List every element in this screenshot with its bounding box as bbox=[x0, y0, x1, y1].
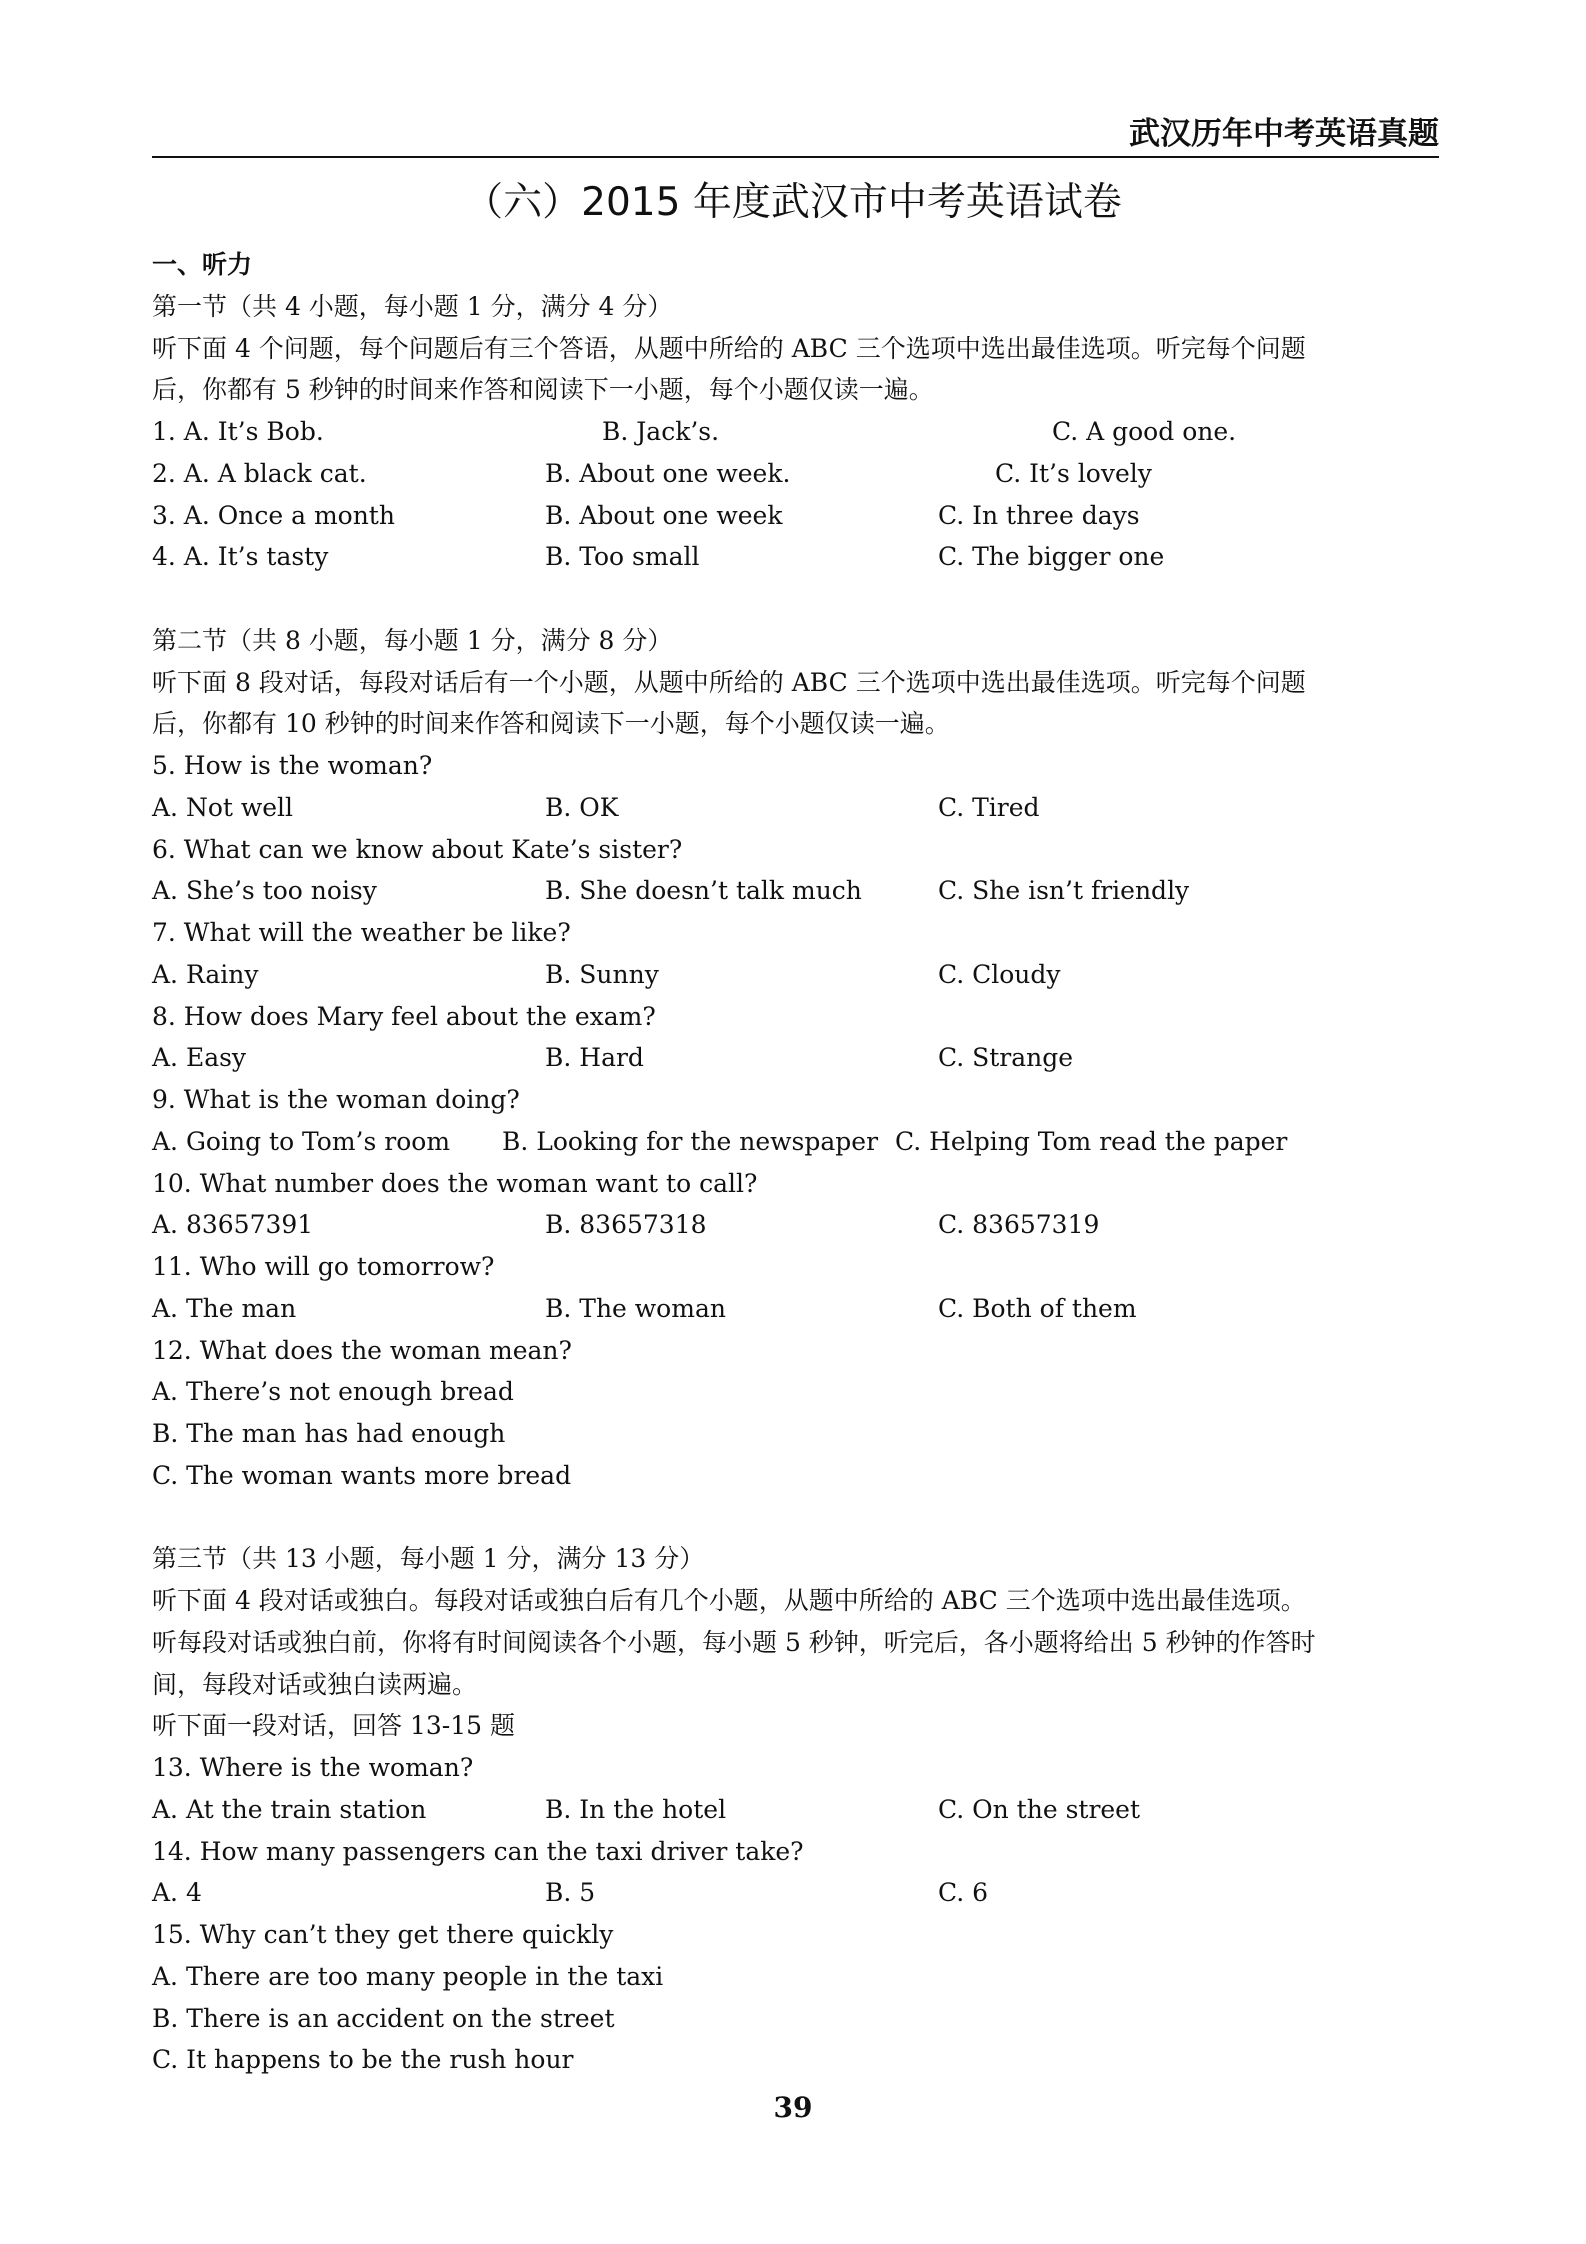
option-b: B. Sunny bbox=[545, 959, 659, 989]
question-14: 14. How many passengers can the taxi driver take? bbox=[152, 1836, 804, 1866]
question-11-options bbox=[152, 1288, 1442, 1330]
question-10-options bbox=[152, 1204, 1442, 1246]
section-2-heading: 第二节（共 8 小题，每小题 1 分，满分 8 分） bbox=[152, 625, 673, 655]
option-c: C. On the street bbox=[938, 1794, 1141, 1824]
question-9-options bbox=[152, 1121, 1442, 1163]
question-8: 8. How does Mary feel about the exam? bbox=[152, 1001, 656, 1031]
option-a: A. The man bbox=[152, 1293, 297, 1323]
question-13: 13. Where is the woman? bbox=[152, 1753, 474, 1782]
question-14-options bbox=[152, 1872, 1442, 1914]
exam-content bbox=[152, 244, 1442, 2081]
option-c: C. In three days bbox=[938, 500, 1140, 530]
option-a: A. 83657391 bbox=[152, 1210, 314, 1240]
option-b: B. Hard bbox=[545, 1043, 644, 1073]
section-2-instructions-line-1: 听下面 8 段对话，每段对话后有一个小题，从题中所给的 ABC 三个选项中选出最佳选项。听完每个问题 bbox=[152, 667, 1306, 697]
option-a: A. Not well bbox=[152, 792, 294, 822]
option-c: C. Tired bbox=[938, 792, 1040, 822]
option-b: B. She doesn’t talk much bbox=[545, 876, 862, 906]
option-c: C. Cloudy bbox=[938, 959, 1061, 989]
option-a: A. 4 bbox=[152, 1878, 202, 1908]
question-12: 12. What does the woman mean? bbox=[152, 1335, 572, 1365]
option-b: B. Too small bbox=[545, 542, 700, 572]
question-7-options bbox=[152, 954, 1442, 996]
option-a: 3. A. Once a month bbox=[152, 500, 395, 530]
option-c: C. It happens to be the rush hour bbox=[152, 2045, 574, 2075]
part-heading: 一、听力 bbox=[152, 250, 253, 279]
option-c: C. It’s lovely bbox=[995, 458, 1152, 488]
question-7: 7. What will the weather be like? bbox=[152, 918, 571, 947]
option-b: B. About one week bbox=[545, 500, 783, 530]
question-11: 11. Who will go tomorrow? bbox=[152, 1252, 495, 1281]
page-title: （六）2015 年度武汉市中考英语试卷 bbox=[464, 180, 1122, 225]
option-b: B. 5 bbox=[545, 1878, 596, 1908]
option-a: A. There’s not enough bread bbox=[152, 1377, 514, 1407]
question-3-options bbox=[152, 495, 1442, 537]
option-c: C. Strange bbox=[938, 1043, 1074, 1073]
page-number: 39 bbox=[773, 2091, 813, 2124]
running-header-text: 武汉历年中考英语真题 bbox=[1129, 116, 1439, 152]
section-3-heading: 第三节（共 13 小题，每小题 1 分，满分 13 分） bbox=[152, 1544, 705, 1574]
section-2-instructions-line-2: 后，你都有 10 秒钟的时间来作答和阅读下一小题，每个小题仅读一遍。 bbox=[152, 709, 950, 739]
question-9: 9. What is the woman doing? bbox=[152, 1085, 520, 1114]
option-b: B. There is an accident on the street bbox=[152, 2003, 615, 2033]
option-a: A. She’s too noisy bbox=[152, 876, 377, 906]
option-a: A. At the train station bbox=[152, 1794, 427, 1824]
option-a: A. Rainy bbox=[152, 959, 259, 989]
question-5-options bbox=[152, 787, 1442, 829]
question-8-options bbox=[152, 1037, 1442, 1079]
option-b: B. The woman bbox=[545, 1293, 726, 1323]
option-b: B. About one week. bbox=[545, 458, 791, 488]
option-b: B. The man has had enough bbox=[152, 1419, 506, 1448]
option-b: B. Jack’s. bbox=[602, 417, 720, 446]
option-b: B. In the hotel bbox=[545, 1794, 727, 1824]
question-2-options bbox=[152, 453, 1442, 495]
option-a: 2. A. A black cat. bbox=[152, 458, 367, 488]
spacer bbox=[152, 1497, 1442, 1539]
section-1-heading: 第一节（共 4 小题，每小题 1 分，满分 4 分） bbox=[152, 291, 673, 321]
option-c: C. 83657319 bbox=[938, 1210, 1100, 1240]
option-a: 4. A. It’s tasty bbox=[152, 542, 329, 572]
question-15: 15. Why can’t they get there quickly bbox=[152, 1920, 614, 1949]
option-c: C. A good one. bbox=[1052, 417, 1237, 446]
question-6: 6. What can we know about Kate’s sister? bbox=[152, 834, 683, 864]
section-1-instructions-line-2: 后，你都有 5 秒钟的时间来作答和阅读下一小题，每个小题仅读一遍。 bbox=[152, 375, 934, 405]
section-3-instructions-line-2: 听每段对话或独白前，你将有时间阅读各个小题，每小题 5 秒钟，听完后，各小题将给出 5 秒钟的作答时 bbox=[152, 1627, 1316, 1657]
question-10: 10. What number does the woman want to call? bbox=[152, 1168, 758, 1198]
option-a: A. Easy bbox=[152, 1043, 247, 1073]
dialogue-1-intro: 听下面一段对话，回答 13-15 题 bbox=[152, 1711, 515, 1741]
option-b: B. 83657318 bbox=[545, 1210, 707, 1240]
section-3-instructions-line-3: 间，每段对话或独白读两遍。 bbox=[152, 1669, 478, 1699]
option-c: C. Both of them bbox=[938, 1293, 1137, 1323]
option-c: C. 6 bbox=[938, 1878, 989, 1908]
option-b: B. Looking for the newspaper bbox=[502, 1126, 879, 1156]
option-b: B. OK bbox=[545, 792, 619, 822]
option-a: A. There are too many people in the taxi bbox=[152, 1961, 664, 1991]
running-header bbox=[152, 112, 1439, 158]
section-3-instructions-line-1: 听下面 4 段对话或独白。每段对话或独白后有几个小题，从题中所给的 ABC 三个选项中选出最佳选项。 bbox=[152, 1586, 1306, 1615]
option-a: A. Going to Tom’s room bbox=[152, 1126, 451, 1156]
option-c: C. Helping Tom read the paper bbox=[895, 1126, 1288, 1156]
question-13-options bbox=[152, 1789, 1442, 1831]
option-c: C. She isn’t friendly bbox=[938, 876, 1190, 906]
option-c: C. The woman wants more bread bbox=[152, 1460, 572, 1490]
option-a: 1. A. It’s Bob. bbox=[152, 417, 324, 446]
question-4-options bbox=[152, 536, 1442, 578]
question-6-options bbox=[152, 870, 1442, 912]
question-5: 5. How is the woman? bbox=[152, 751, 433, 780]
spacer bbox=[152, 578, 1442, 620]
option-c: C. The bigger one bbox=[938, 542, 1165, 572]
question-1-options bbox=[152, 411, 1442, 453]
section-1-instructions-line-1: 听下面 4 个问题，每个问题后有三个答语，从题中所给的 ABC 三个选项中选出最佳选项。听完每个问题 bbox=[152, 333, 1306, 363]
